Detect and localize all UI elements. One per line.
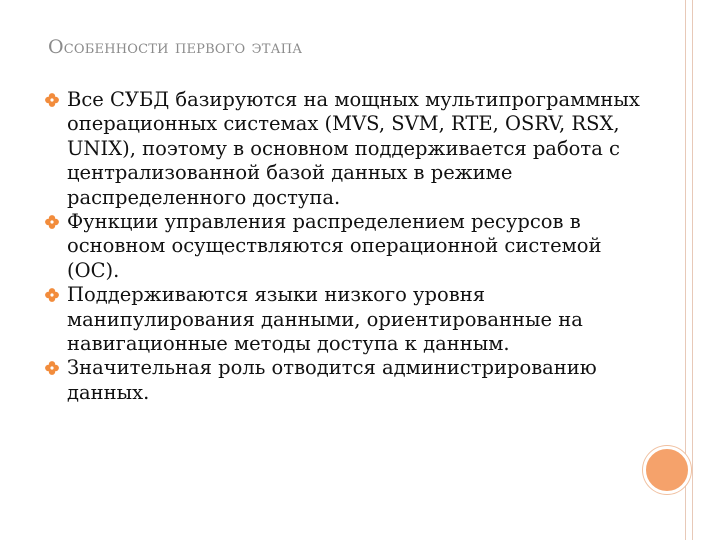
bullet-item: [45, 88, 645, 210]
flower-bullet-icon: [45, 215, 59, 229]
bullet-item: [45, 283, 645, 356]
vertical-rule-right: [692, 0, 693, 540]
flower-bullet-icon: [45, 361, 59, 375]
decorative-circle: [643, 446, 691, 494]
bullet-text: Все СУБД базируются на мощных мультипрограммных операционных системах (MVS, SVM, RTE, OSRV, RSX, UNIX), поэтому в основном поддерживается работа с централизованной базой данных в режиме распределенного доступа.: [67, 88, 640, 209]
bullet-item: [45, 356, 645, 405]
bullet-text: Значительная роль отводится администрированию данных.: [67, 356, 597, 404]
bullet-text: Поддерживаются языки низкого уровня манипулирования данными, ориентированные на навигационные методы доступа к данным.: [67, 283, 583, 356]
slide-title: Особенности первого этапа: [48, 36, 303, 58]
bullet-text: Функции управления распределением ресурсов в основном осуществляются операционной системой (ОС).: [67, 210, 602, 282]
bullet-list: [45, 88, 645, 405]
flower-bullet-icon: [45, 93, 59, 107]
flower-bullet-icon: [45, 288, 59, 302]
bullet-item: [45, 210, 645, 283]
